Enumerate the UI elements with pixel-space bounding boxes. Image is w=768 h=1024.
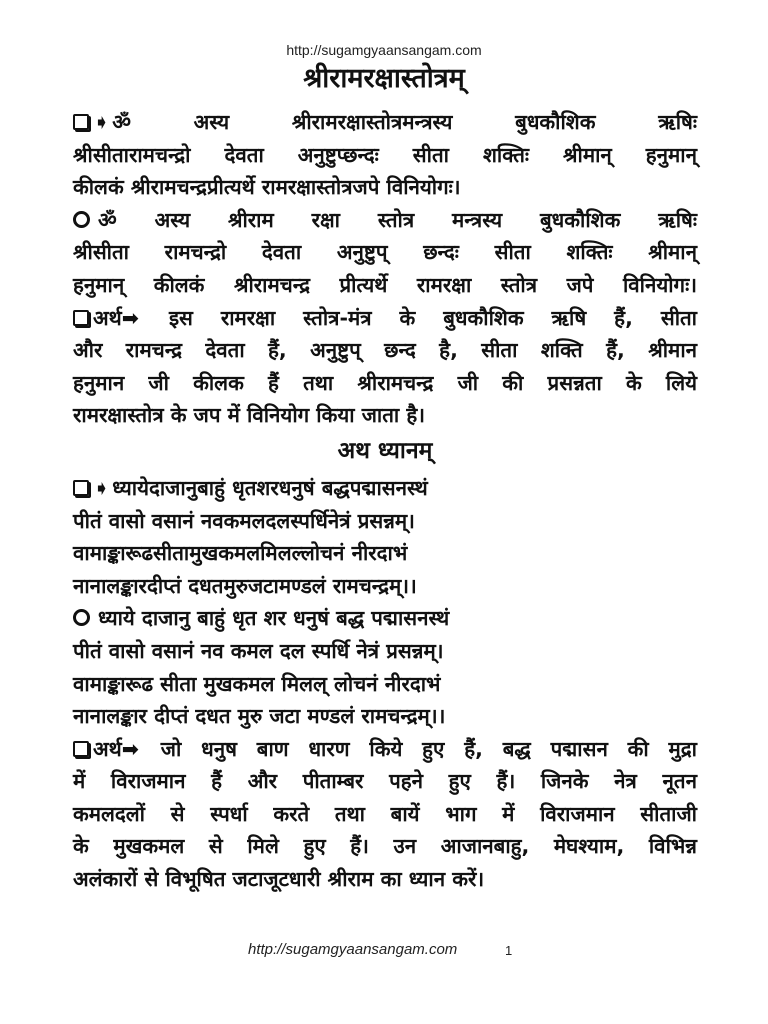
viniyog-sanskrit-line-1: ➧ॐ अस्य श्रीरामरक्षास्तोत्रमन्त्रस्य बुधकौशिक ऋषिः — [73, 106, 697, 139]
viniyog-meaning-line-4: रामरक्षास्तोत्र के जप में विनियोग किया जाता है। — [73, 403, 426, 428]
arrow-right-icon: ➡ — [121, 305, 139, 330]
checkbox-icon — [73, 114, 89, 130]
arrow-right-icon: ➡ — [121, 736, 139, 761]
dhyanam-split-line-4: नानालङ्कार दीप्तं दधत मुरु जटा मण्डलं रामचन्द्रम्।। — [73, 704, 446, 729]
dhyanam-meaning-line-5: अलंकारों से विभूषित जटाजूटधारी श्रीराम का ध्यान करें। — [73, 867, 485, 892]
page-number: 1 — [505, 943, 513, 958]
circle-icon — [73, 211, 90, 228]
dhyanam-meaning-line-4: के मुखकमल से मिले हुए हैं। उन आजानबाहु, मेघश्याम, विभिन्न — [73, 834, 697, 859]
viniyog-meaning-line-2: और रामचन्द्र देवता हैं, अनुष्टुप् छन्द है, सीता शक्ति हैं, श्रीमान — [73, 338, 697, 363]
dhyanam-meaning-line-1: अर्थ➡ जो धनुष बाण धारण किये हुए हैं, बद्ध पद्मासन की मुद्रा — [73, 733, 697, 766]
dhyanam-sanskrit-line-3: वामाङ्कारूढसीतामुखकमलमिलल्लोचनं नीरदाभं — [73, 541, 408, 566]
dhyanam-sanskrit-line-1: ➧ध्यायेदाजानुबाहुं धृतशरधनुषं बद्धपद्मासनस्थं — [73, 472, 697, 505]
header-url: http://sugamgyaansangam.com — [286, 42, 482, 58]
dhyanam-split-line-3: वामाङ्कारूढ सीता मुखकमल मिलल् लोचनं नीरदाभं — [73, 671, 441, 696]
dhyanam-sanskrit-line-2: पीतं वासो वसानं नवकमलदलस्पर्धिनेत्रं प्रसन्नम्। — [73, 508, 415, 533]
viniyog-sanskrit-line-2: श्रीसीतारामचन्द्रो देवता अनुष्टुप्छन्दः सीता शक्तिः श्रीमान् हनुमान् — [73, 142, 697, 167]
arrow-right-icon: ➧ — [93, 110, 111, 134]
viniyog-meaning-line-3: हनुमान जी कीलक हैं तथा श्रीरामचन्द्र जी की प्रसन्नता के लिये — [73, 370, 697, 395]
checkbox-icon — [73, 480, 89, 496]
viniyog-split-line-3: हनुमान् कीलकं श्रीरामचन्द्र प्रीत्यर्थे रामरक्षा स्तोत्र जपे विनियोगः। — [73, 272, 697, 297]
dhyanam-meaning-line-3: कमलदलों से स्पर्धा करते तथा बायें भाग में विराजमान सीताजी — [73, 801, 697, 826]
checkbox-icon — [73, 310, 89, 326]
dhyanam-sanskrit-line-4: नानालङ्कारदीप्तं दधतमुरुजटामण्डलं रामचन्द्रम्।। — [73, 573, 417, 598]
viniyog-split-line-1: ॐ अस्य श्रीराम रक्षा स्तोत्र मन्त्रस्य बुधकौशिक ऋषिः — [73, 204, 697, 237]
dhyanam-meaning-line-2: में विराजमान हैं और पीताम्बर पहने हुए हैं। जिनके नेत्र नूतन — [73, 769, 697, 794]
viniyog-split-line-2: श्रीसीता रामचन्द्रो देवता अनुष्टुप् छन्दः सीता शक्तिः श्रीमान् — [73, 240, 697, 265]
arrow-right-icon: ➧ — [93, 475, 111, 500]
dhyanam-split-line-2: पीतं वासो वसानं नव कमल दल स्पर्धि नेत्रं प्रसन्नम्। — [73, 638, 444, 663]
checkbox-icon — [73, 741, 89, 757]
meaning-label: अर्थ — [93, 305, 122, 330]
circle-icon — [73, 609, 90, 626]
viniyog-meaning-line-1: अर्थ➡ इस रामरक्षा स्तोत्र-मंत्र के बुधकौशिक ऋषि हैं, सीता — [73, 302, 697, 335]
dhyanam-heading: अथ ध्यानम् — [337, 437, 433, 464]
footer-url[interactable]: http://sugamgyaansangam.com — [248, 941, 458, 958]
viniyog-sanskrit-line-3: कीलकं श्रीरामचन्द्रप्रीत्यर्थे रामरक्षास्तोत्रजपे विनियोगः। — [73, 175, 461, 200]
document-body — [73, 106, 697, 896]
meaning-label: अर्थ — [93, 736, 122, 761]
page-title: श्रीरामरक्षास्तोत्रम् — [303, 63, 465, 94]
dhyanam-split-line-1: ध्याये दाजानु बाहुं धृत शर धनुषं बद्ध पद्मासनस्थं — [73, 602, 697, 635]
